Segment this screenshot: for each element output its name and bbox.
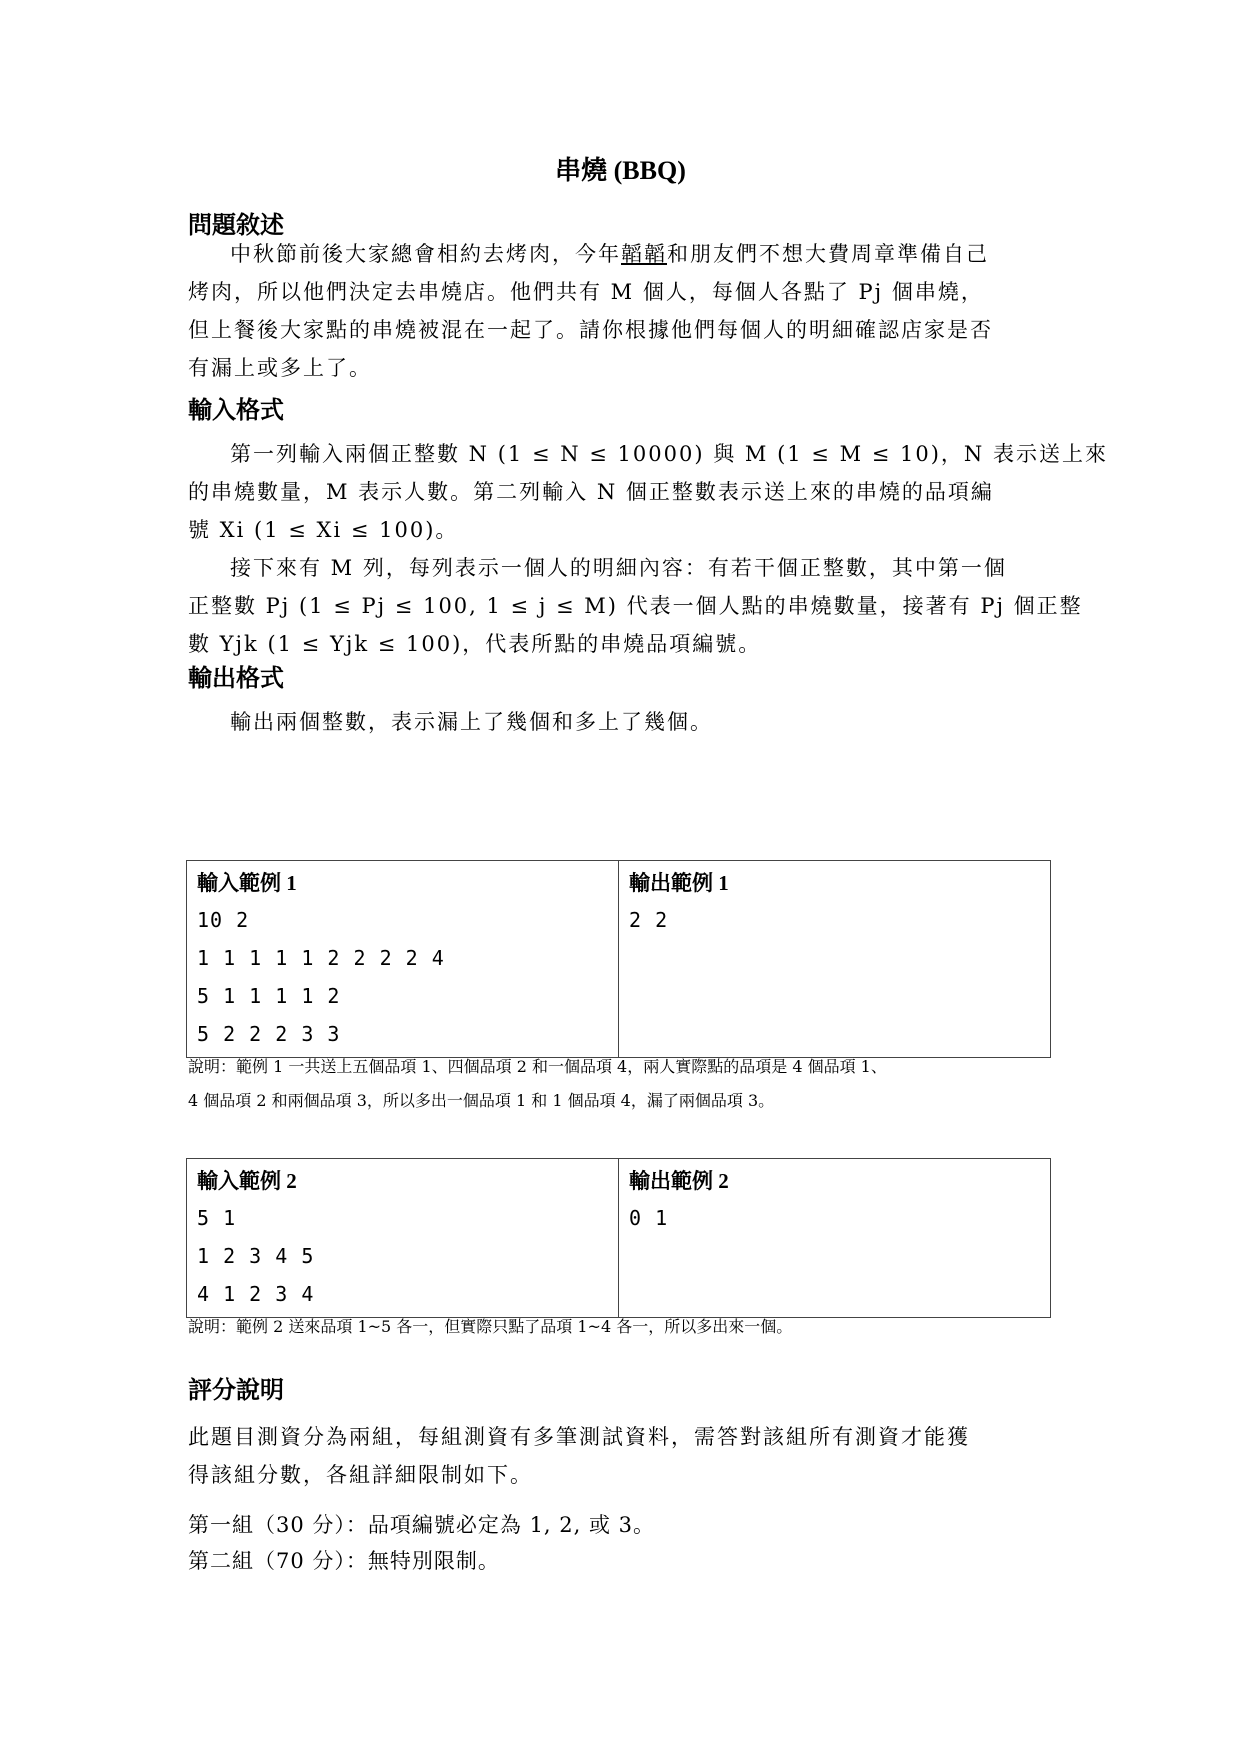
- example-1-input-line: 5 1 1 1 1 2: [197, 984, 341, 1008]
- heading-output-format: 輸出格式: [188, 664, 284, 692]
- example-1-input-header: 輸入範例 1: [197, 871, 297, 895]
- description-line-4: 有漏上或多上了。: [188, 356, 372, 380]
- description-line-1b: 和朋友們不想大費周章準備自己: [667, 242, 989, 266]
- description-line-3: 但上餐後大家點的串燒被混在一起了。請你根據他們每個人的明細確認店家是否: [188, 318, 993, 342]
- input-format-line-5: 正整數 Pj (1 ≤ Pj ≤ 100, 1 ≤ j ≤ M) 代表一個人點的串燒數量，接著有 Pj 個正整: [188, 594, 1083, 618]
- scoring-group-1: 第一組（30 分）：品項編號必定為 1, 2, 或 3。: [188, 1513, 656, 1537]
- description-line-1a: 中秋節前後大家總會相約去烤肉，今年: [230, 242, 621, 266]
- description-paragraph: [188, 235, 1053, 387]
- example-2-table: [186, 1158, 1051, 1318]
- example-1-input-line: 10 2: [197, 908, 250, 932]
- heading-input-format: 輸入格式: [188, 396, 284, 424]
- scoring-group-2: 第二組（70 分）：無特別限制。: [188, 1549, 500, 1573]
- example-2-note-line-1: 說明：範例 2 送來品項 1~5 各一，但實際只點了品項 1~4 各一，所以多出來一個。: [188, 1317, 793, 1336]
- input-format-line-2: 的串燒數量，M 表示人數。第二列輸入 N 個正整數表示送上來的串燒的品項編: [188, 480, 994, 504]
- input-format-paragraph: [188, 435, 1108, 663]
- example-2-input-line: 4 1 2 3 4: [197, 1282, 315, 1306]
- description-line-2: 烤肉，所以他們決定去串燒店。他們共有 M 個人，每個人各點了 Pj 個串燒，: [188, 280, 984, 304]
- input-format-line-3: 號 Xi (1 ≤ Xi ≤ 100)。: [188, 518, 459, 542]
- example-2-input-column: [187, 1159, 618, 1317]
- example-2-input-header: 輸入範例 2: [197, 1169, 297, 1193]
- heading-scoring: 評分說明: [188, 1376, 284, 1404]
- underlined-name: 韜韜: [621, 242, 667, 266]
- example-2-input-line: 5 1: [197, 1206, 237, 1230]
- example-2-output-line: 0 1: [629, 1206, 669, 1230]
- example-1-output-line: 2 2: [629, 908, 669, 932]
- example-1-note-line-1: 說明：範例 1 一共送上五個品項 1、四個品項 2 和一個品項 4，兩人實際點的品項是 4 個品項 1、: [188, 1057, 887, 1076]
- example-1-input-column: [187, 861, 618, 1057]
- example-1-input-line: 5 2 2 2 3 3: [197, 1022, 341, 1046]
- page-title: 串燒 (BBQ): [555, 156, 686, 185]
- example-1-table: [186, 860, 1051, 1058]
- example-2-output-header: 輸出範例 2: [629, 1169, 729, 1193]
- input-format-line-4: 接下來有 M 列，每列表示一個人的明細內容：有若干個正整數，其中第一個: [230, 556, 1007, 580]
- heading-description: 問題敘述: [188, 211, 284, 239]
- output-format-line-1: 輸出兩個整數，表示漏上了幾個和多上了幾個。: [230, 710, 713, 734]
- scoring-line-1: 此題目測資分為兩組，每組測資有多筆測試資料，需答對該組所有測資才能獲: [188, 1425, 970, 1449]
- example-1-note-line-2: 4 個品項 2 和兩個品項 3，所以多出一個品項 1 和 1 個品項 4，漏了兩個品項 3。: [188, 1091, 775, 1110]
- input-format-line-6: 數 Yjk (1 ≤ Yjk ≤ 100)，代表所點的串燒品項編號。: [188, 632, 762, 656]
- example-1-output-header: 輸出範例 1: [629, 871, 729, 895]
- example-1-output-column: [618, 861, 1050, 1057]
- scoring-line-2: 得該組分數，各組詳細限制如下。: [188, 1463, 533, 1487]
- output-format-paragraph: [188, 703, 1053, 741]
- input-format-line-1: 第一列輸入兩個正整數 N (1 ≤ N ≤ 10000) 與 M (1 ≤ M ≤ 10)，N 表示送上來: [230, 442, 1108, 466]
- example-2-input-line: 1 2 3 4 5: [197, 1244, 315, 1268]
- example-1-input-line: 1 1 1 1 1 2 2 2 2 4: [197, 946, 445, 970]
- description-line-1: [188, 235, 1053, 273]
- example-2-output-column: [618, 1159, 1050, 1317]
- scoring-paragraph: [188, 1418, 1053, 1494]
